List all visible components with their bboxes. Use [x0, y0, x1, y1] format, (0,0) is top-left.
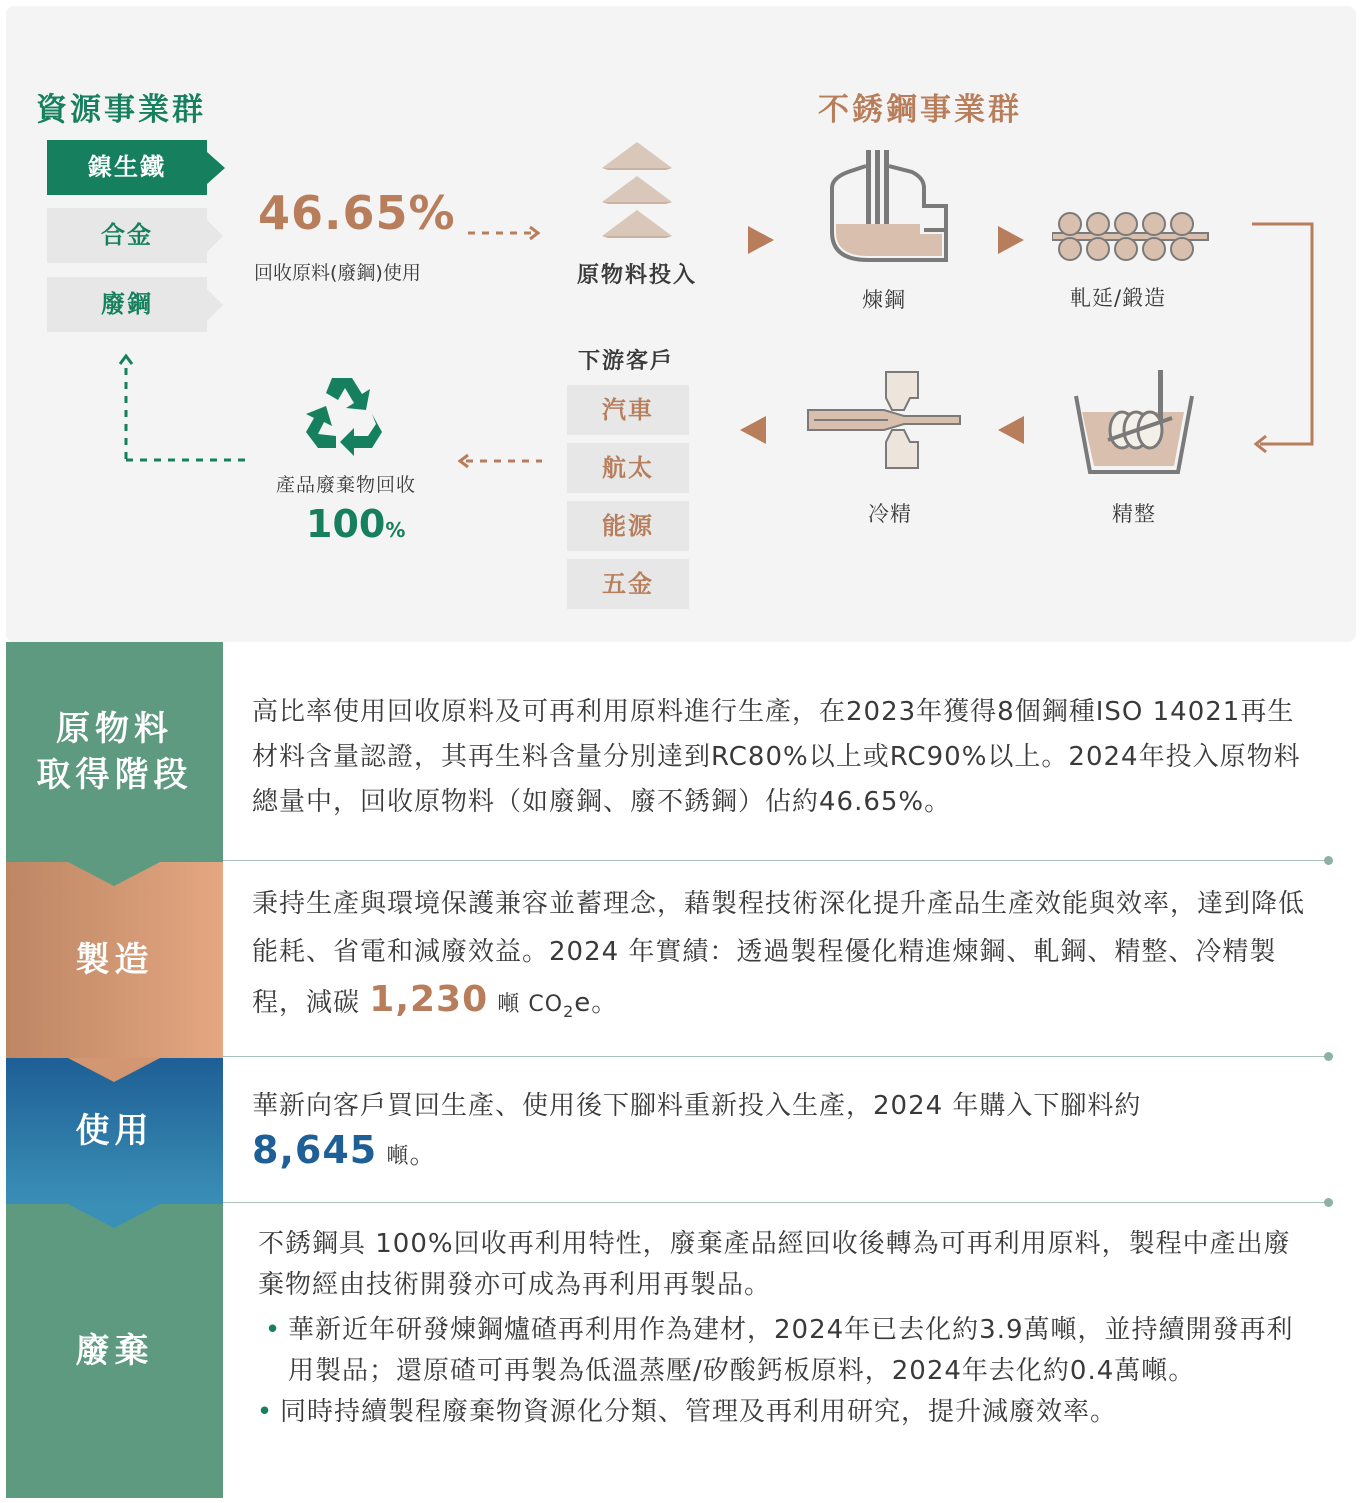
disposal-bullet-2: 同時持續製程廢棄物資源化分類、管理及再利用研究，提升減廢效率。	[280, 1397, 1118, 1427]
stage-manufacturing-text	[252, 880, 1312, 1036]
pointer-icon	[207, 220, 223, 252]
stage-use-text	[252, 1084, 1312, 1179]
stage-disposal-title: 廢棄	[75, 1331, 154, 1371]
arrow-right-icon	[998, 226, 1024, 254]
chevron-down-icon	[68, 1204, 160, 1228]
stage-raw-material	[6, 642, 223, 862]
dotted-arrow-right-icon	[466, 222, 546, 244]
list-item	[250, 1392, 1313, 1433]
arrow-right-icon	[748, 226, 774, 254]
scrap-purchase-unit: 噸	[386, 1144, 410, 1169]
carbon-reduction-value: 1,230	[369, 979, 489, 1020]
carbon-reduction-unit: 噸 CO	[497, 992, 564, 1017]
smelting-furnace-icon	[828, 148, 950, 264]
step-smelting: 煉鋼	[862, 288, 906, 312]
stage-use-text-body: 華新向客戶買回生產、使用後下腳料重新投入生產，2024 年購入下腳料約	[252, 1091, 1142, 1121]
step-cold-finishing: 冷精	[868, 502, 912, 526]
active-pointer-icon	[207, 152, 225, 184]
divider-dot	[1324, 1052, 1333, 1061]
resource-item-scrap-steel: 廢鋼	[47, 277, 207, 332]
divider-dot	[1324, 1198, 1333, 1207]
divider-dot	[1324, 856, 1333, 865]
recycle-rate-caption: 回收原料(廢鋼)使用	[254, 262, 421, 284]
stage-manufacturing	[6, 862, 223, 1058]
bullet-icon: •	[256, 1397, 274, 1427]
stage-manufacturing-text-body: 秉持生產與環境保護兼容並蓄理念，藉製程技術深化提升產品生產效能與效率，達到降低能耗、省電和減廢效益。2024 年實績：透過製程優化精進煉鋼、軋鋼、精整、冷精製程，減碳	[252, 889, 1306, 1018]
stage-raw-material-title-line2: 取得階段	[36, 755, 193, 795]
customer-hardware: 五金	[567, 559, 689, 609]
resource-item-alloy: 合金	[47, 208, 207, 263]
arrow-left-icon	[740, 416, 766, 444]
customers-title: 下游客戶	[578, 349, 675, 374]
scrap-purchase-value: 8,645	[252, 1128, 378, 1172]
step-raw-material-input: 原物料投入	[577, 263, 698, 288]
waste-recycle-caption: 產品廢棄物回收	[276, 474, 417, 496]
stage-manufacturing-title: 製造	[75, 940, 154, 980]
stage-use-amount	[252, 1128, 1312, 1179]
stage-disposal-text	[258, 1224, 1313, 1433]
resource-group-title: 資源事業群	[36, 92, 206, 128]
waste-recycle-rate	[306, 502, 405, 546]
customer-automotive: 汽車	[567, 385, 689, 435]
stage-disposal-text-body: 不銹鋼具 100%回收再利用特性，廢棄產品經回收後轉為可再利用原料，製程中產出廢棄物經由技術開發亦可成為再利用再製品。	[258, 1229, 1291, 1300]
stage-raw-material-title-line1: 原物料	[56, 709, 173, 749]
carbon-reduction-tail: e。	[574, 988, 619, 1018]
stage-disposal	[6, 1204, 223, 1498]
rolling-mill-icon	[1052, 210, 1210, 262]
cold-finishing-icon	[804, 368, 962, 472]
list-item	[258, 1310, 1313, 1392]
divider	[223, 1056, 1328, 1057]
divider	[223, 1202, 1328, 1203]
carbon-reduction-subscript: 2	[563, 1002, 575, 1022]
stainless-group-title: 不銹鋼事業群	[818, 92, 1022, 128]
waste-recycle-value: 100	[306, 502, 386, 546]
arrow-left-icon	[998, 416, 1024, 444]
scrap-purchase-tail: 。	[409, 1140, 437, 1170]
finishing-tank-icon	[1072, 368, 1196, 476]
stage-raw-material-text: 高比率使用回收原料及可再利用原料進行生產，在2023年獲得8個鋼種ISO 14021再生材料含量認證，其再生料含量分別達到RC80%以上或RC90%以上。2024年投入原物料總量中，回收原物料（如廢鋼、廢不銹鋼）佔約46.65%。	[252, 697, 1301, 817]
customer-energy: 能源	[567, 501, 689, 551]
step-rolling-forging: 軋延/鍛造	[1070, 286, 1167, 310]
customer-aerospace: 航太	[567, 443, 689, 493]
resource-item-nickel-pig-iron: 鎳生鐵	[47, 140, 207, 195]
recycle-rate-value: 46.65%	[258, 186, 456, 240]
disposal-bullet-1: 華新近年研發煉鋼爐碴再利用作為建材，2024年已去化約3.9萬噸，並持續開發再利用製品；還原碴可再製為低溫蒸壓/矽酸鈣板原料，2024年去化約0.4萬噸。	[288, 1315, 1294, 1386]
raw-material-pile-icon	[596, 140, 678, 244]
pointer-icon	[207, 289, 223, 321]
bullet-icon: •	[264, 1315, 282, 1345]
waste-recycle-unit: %	[385, 518, 406, 542]
dotted-arrow-left-icon	[452, 450, 544, 472]
dotted-return-arrow-icon	[114, 350, 254, 468]
stage-use-title: 使用	[75, 1111, 154, 1151]
bracket-arrow-down-icon	[1250, 222, 1318, 454]
recycle-icon	[302, 374, 390, 456]
chevron-down-icon	[68, 862, 160, 886]
divider	[223, 860, 1328, 861]
chevron-down-icon	[68, 1058, 160, 1082]
step-finishing: 精整	[1112, 502, 1156, 526]
